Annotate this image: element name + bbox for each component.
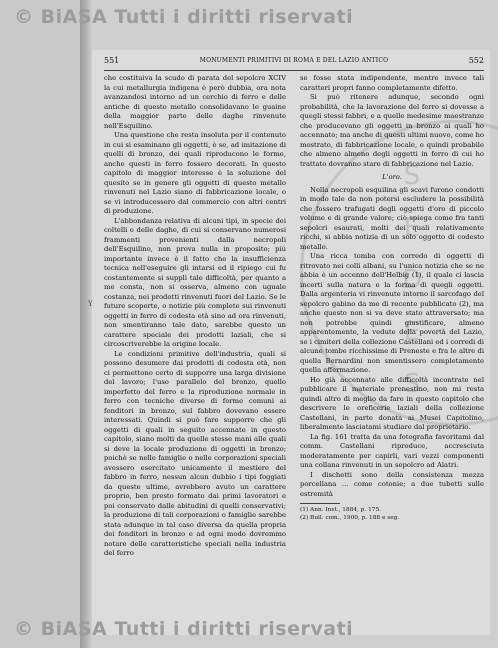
- left-paragraph-1: che costituiva la scudo di parata del sepolcro XCIV la cui metallurgia indigena è però dubbia, ora nota avanzandosi intorno ad un cerchio di ferro e delle antiche di questo metallo consolidavano le guaine della maggior parte delle daghe rinvenute nell'Esquilino.: [104, 74, 286, 130]
- footnote-rule: [300, 503, 340, 504]
- left-paragraph-2: Una questione che resta insoluta per il contenuto in cui si esaminano gli oggetti, è se, ad imitazione di quelli di bronzo, dei quali riproducono le forme, anche questi in ferro fossero decorati. In questo capitolo di maggior interesse è la soluzione del quesito se in genere gli oggetti di questo metallo rinvenuti nel Lazio siano di fabbricazione locale, o se vi introducessero dal commercio con altri centri di produzione.: [104, 131, 286, 215]
- right-paragraph-2: Si può ritenere adunque, secondo ogni probabilità, che la lavorazione del ferro si dovesse a quegli stessi fabbri, e a quelle medesime maestranze che producevano gli oggetti in bronzo ai quali ho accennato; ma anche di questi ultimi nuovo, come ho mostrato, di fabbricazione locale, e quindi probabile che almeno almeno degli oggetti in ferro di cui ho trattato dovranno stare di fabbricazione nel Lazio.: [300, 93, 484, 168]
- header-rule: [104, 70, 484, 71]
- section-title: L'oro.: [382, 173, 402, 181]
- running-title: MONUMENTI PRIMITIVI DI ROMA E DEL LAZIO ANTICO: [199, 57, 389, 64]
- right-paragraph-1: se fosse stata indipendente, mentre invece tali caratteri propri fanno completamente difetto.: [300, 74, 484, 92]
- right-paragraph-5: Ho già accennato alle difficoltà incontrate nel pubblicare il materiale prenestino, non mi resta quindi altro di meglio da fare in questo capitolo che descrivere le oreficerie laziali della collezione Castellani, in parte donata ai Musei Capitolino, liberalmente lasciatami studiare dal proprietario.: [300, 375, 484, 431]
- right-column: [300, 74, 484, 522]
- margin-mark: Y: [88, 300, 93, 308]
- right-paragraph-7: I dischetti sono della consistenza mezza porcellana ... come cotonie; a due tubetti sulle estremità: [300, 470, 484, 498]
- library-stamp-letters: S E D E S: [401, 161, 423, 399]
- right-paragraph-6: La fig. 161 tratta da una fotografia favoritami dal comm. Castellani riproduce, accresciuta moderatamente per capirli, vari vezzi componenti una collana rinvenuti in un sepolcro ad Alatri.: [300, 432, 484, 469]
- right-paragraph-4: Una ricca tomba con corredo di oggetti di ritrovato nei colli albani, su l'unica notizia che se ne abbia è un accenno dell'Helbig (1), il quale ci lascia incerti sulla natura e la forma di quegli oggetti. Dalla argenteria vi rinvenute intorno il sarcofago del sepolcro gabino da me di recente pubblicato (2), ma anche questo non si va deve stato attraversato; ma non potrebbe quindi giustificare, almeno apparentemente, la vedute della povertà del Lazio, se i cimiteri della collezione Castellani ed i corredi di alcune tombe ricchissime di Preneste e fra le altre di quella Bernardini non smentissero completamente quella affermazione.: [300, 252, 484, 374]
- footnote-2: (2) Bull. com., 1900, p. 188 e seg.: [300, 515, 400, 521]
- left-column: [104, 74, 286, 559]
- left-paragraph-3: L'abbondanza relativa di alcuni tipi, in specie dei coltelli e delle daghe, di cui si conservano numerosi frammenti provenienti dalla necropoli dell'Esquilino, non prova nulla in proposito; più importante invece è il fatto che la insufficienza tecnica nell'eseguire gli intarsi ed il ripiego cui fu costantemente si supplì tale difficoltà, per quanto a me consta, non si osserva, almeno con uguale costanza, nei prodotti rinvenuti fuori del Lazio. Se le future scoperte, o notizie più complete sui rinvenuti oggetti in ferro di codesta età sino ad ora rinvenuti, non smentiranno tale dato, sarebbe questo un carattere speciale dei prodotti laziali, che si circoscriverebbe la origine locale.: [104, 216, 286, 348]
- left-paragraph-4: Le condizioni primitive dell'industria, quali si possono desumere dai prodotti di codesta età, non ci permettono certo di supporre una larga divisione del lavoro; l'uso parallelo del bronzo, quello imperfetto del ferro e la riproduzione normale in ferro con tecniche diverse di forme comuni ai fonditori in bronzo, sul fabbro dovevano essere interessati. Quindi si può fare supporre che gli oggetti di quali in seguito accennate in questo capitolo, siano molti da quelle stesse mani alle quali si deve la locale produzione di oggetti in bronzo; poichè se nelle famiglie o nelle corporazioni speciali avessero esercitato unicamente il mestiere del fabbro in ferro, nessun alcun dubbio i tipi foggiati da queste ultime, avrebbero avuto un carattere proprio, ben presto formato dai primi lavoratori e poi conservato dalle abitudini di quelli conservativi; la produzione di tali corporazioni o famiglie sarebbe stata adunque in tal caso diversa da quella propria dei fonditori in bronzo e ad ogni modo dovremmo notare delle caratteristiche speciali nella industria del ferro: [104, 349, 286, 557]
- footnote-1: (1) Ann. Inst., 1884, p. 175.: [300, 507, 381, 513]
- scanner-left-margin: [0, 0, 80, 648]
- page-number-right: 552: [468, 56, 484, 65]
- running-header: [104, 56, 484, 70]
- right-paragraph-3: Nella necropoli esquilina gli scavi furono condotti in modo tale da non potersi escludere la possibilità che fossero trafugati degli oggetti d'oro di piccolo volume e di grande valore; ciò spiega come fra tanti sepolcri esaurati, molti dei quali relativamente ricchi, si abbia notizia di un solo oggetto di codesto metallo.: [300, 185, 484, 251]
- watermark-bottom: © BiASA Tutti i diritti riservati: [14, 618, 354, 640]
- page-number-left: 551: [104, 56, 120, 65]
- watermark-top: © BiASA Tutti i diritti riservati: [14, 6, 354, 28]
